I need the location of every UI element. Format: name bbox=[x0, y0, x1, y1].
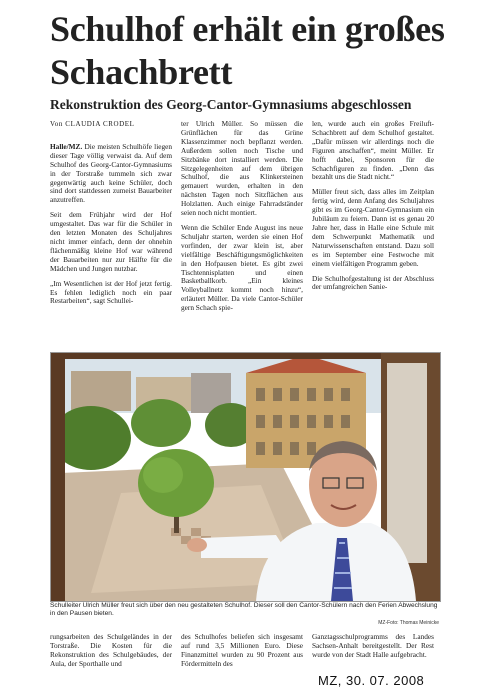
paragraph-text: Die meisten Schulhöfe liegen dieser Tage völlig verwaist da. Auf dem Schulhof des Georg-Cantor-Gymnasiums in der Torstraße tummeln sich zwar gegenwärtig auch keine Schüler, doch sind dort stattdessen zumeist Bauarbeiter anzutreffen. bbox=[50, 141, 172, 205]
dateline: Halle/MZ. bbox=[50, 141, 83, 151]
article-column-3 bbox=[312, 120, 434, 298]
subheadline: Rekonstruktion des Georg-Cantor-Gymnasiums abgeschlossen bbox=[50, 97, 412, 112]
paragraph: Die Schulhofgestaltung ist der Abschluss der umfangreichen Sanie- bbox=[312, 273, 434, 292]
article-column-2 bbox=[181, 120, 303, 319]
schoolyard-photo bbox=[51, 353, 440, 601]
continuation-column-3: Ganztagsschulprogramms des Landes Sachsen-Anhalt bereitgestellt. Der Rest wurde von der Stadt Halle aufgebracht. bbox=[312, 632, 434, 659]
date-stamp: MZ, 30. 07. 2008 bbox=[318, 673, 425, 688]
photo-credit: MZ-Foto: Thomas Meinicke bbox=[378, 620, 439, 626]
byline: Von CLAUDIA CRODEL bbox=[50, 120, 135, 128]
paragraph: Müller freut sich, dass alles im Zeitplan fertig wird, denn Anfang des Schuljahres gibt es im Georg-Cantor-Gymnasium ein Jubiläum zu feiern. Dann ist es genau 20 Jahre her, dass in Halle eine Schule mit dem Schwerpunkt Mathematik und Naturwissenschaften entstand. Dazu soll es im September eine Festwoche mit einem vielfältigen Programm geben. bbox=[312, 187, 434, 268]
photo-caption: Schulleiter Ulrich Müller freut sich über den neu gestalteten Schulhof. Dieser soll den Cantor-Schülern nach den Ferien Abwechslung in den Pausen bieten. bbox=[50, 602, 438, 618]
paragraph: „Im Wesentlichen ist der Hof jetzt fertig. Es fehlen lediglich noch ein paar Restarbeiten“, sagt Schullei- bbox=[50, 278, 172, 306]
paragraph: Seit dem Frühjahr wird der Hof umgestaltet. Das war für die Schüler in den letzten Monaten des Schuljahres nicht immer einfach, denn der ohnehin flächenmäßig kleine Hof war während der Bauarbeiten nur zur Hälfte für die Mädchen und Jungen nutzbar. bbox=[50, 210, 172, 273]
paragraph: Wenn die Schüler Ende August ins neue Schuljahr starten, werden sie einen Hof vorfinden, der zwar klein ist, aber vielfältige Beschäftigungsmöglichkeiten in den Hofpausen bietet. Es gibt zwei Tischtennisplatten und einen Basketballkorb. „Ein kleines Volleyballnetz kommt noch hinzu“, erläutert Müller. Da viele Cantor-Schüler gern Schach spie- bbox=[181, 222, 303, 313]
article-column-1 bbox=[50, 120, 172, 312]
headline: Schulhof erhält ein großes Schachbrett bbox=[50, 9, 445, 92]
paragraph bbox=[50, 143, 172, 205]
paragraph: len, wurde auch ein großes Freiluft-Schachbrett auf dem Schulhof gestaltet. „Dafür müssen wir allerdings noch die Figuren anschaffen“, meint Müller. Er hofft dabei, Sponsoren für die Schachfiguren zu finden. „Denn das bezahlt uns die Stadt nicht.“ bbox=[312, 119, 434, 182]
continuation-column-2: des Schulhofes beliefen sich insgesamt auf rund 3,5 Millionen Euro. Diese Finanzmittel wurden zu 90 Prozent aus Fördermitteln des bbox=[181, 632, 303, 668]
continuation-column-1: rungsarbeiten des Schulgeländes in der Torstraße. Die Kosten für die Rekonstruktion des Schulgebäudes, der Aula, der Sporthalle und bbox=[50, 632, 172, 668]
paragraph: ter Ulrich Müller. So müssen die Grünflächen für das Grüne Klassenzimmer noch bepflanzt werden. Außerdem sollen noch Tische und Sitzbänke dort installiert werden. Die Sitzgelegenheiten auf dem übrigen Schulhof, die aus Klinkersteinen gemauert wurden, erhalten in den nächsten Tagen noch Sitzflächen aus Holzlatten. Auch einige Fahrradständer seien noch nicht montiert. bbox=[181, 119, 303, 218]
article-photo bbox=[50, 352, 441, 602]
